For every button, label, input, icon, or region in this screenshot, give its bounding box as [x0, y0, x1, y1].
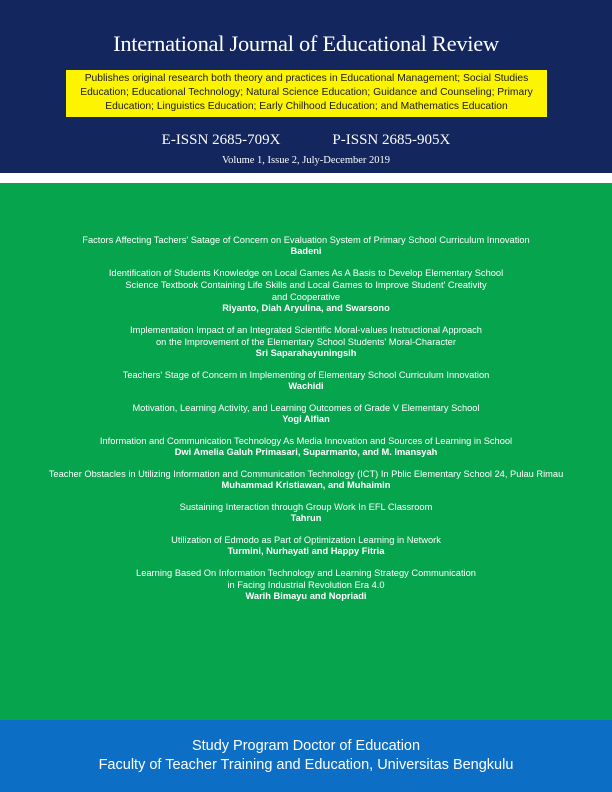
article-title-line: Identification of Students Knowledge on Local Games As A Basis to Develop Elementary School [108, 268, 504, 278]
p-issn: P-ISSN 2685-905X [332, 132, 451, 148]
article-title [0, 234, 612, 246]
article-authors: Muhammad Kristiawan, and Muhaimin [221, 480, 391, 490]
article-authors: Badeni [290, 246, 322, 256]
article-title-line: Sustaining Interaction through Group Work In EFL Classroom [179, 502, 433, 512]
article-title-line: Science Textbook Containing Life Skills and Local Games to Improve Student' Creativity [125, 280, 487, 290]
article-title-line: Teacher Obstacles in Utilizing Information and Communication Technology (ICT) In Pblic Elementary School 24, Pulau Rimau [48, 469, 564, 479]
article-title [0, 501, 612, 513]
article-authors: Dwi Amelia Galuh Primasari, Suparmanto, and M. Imansyah [174, 447, 438, 457]
article-title [0, 267, 612, 303]
article-authors: Riyanto, Diah Aryulina, and Swarsono [222, 303, 390, 313]
article-title [0, 567, 612, 591]
article-authors: Tahrun [290, 513, 322, 523]
scope-box: Publishes original research both theory and practices in Educational Management; Social Studies Education; Educational Technology; Natural Science Education; Guidance and Counseling; Primary Education; Linguistics Education; Early Chilhood Education; and Mathematics Education [66, 70, 547, 117]
faculty-name: Faculty of Teacher Training and Education, Universitas Bengkulu [98, 757, 514, 773]
cover-footer [0, 720, 612, 792]
article-title-line: Learning Based On Information Technology and Learning Strategy Communication [136, 568, 476, 578]
article-entry [0, 267, 612, 314]
journal-title: International Journal of Educational Review [113, 31, 499, 56]
article-entry [0, 567, 612, 602]
article-title-line: Information and Communication Technology As Media Innovation and Sources of Learning in School [99, 436, 513, 446]
article-title-line: in Facing Industrial Revolution Era 4.0 [227, 580, 385, 590]
cover-header [0, 0, 612, 173]
issn-row [0, 132, 612, 149]
volume-info: Volume 1, Issue 2, July-December 2019 [221, 155, 391, 166]
article-entry [0, 234, 612, 257]
article-title [0, 534, 612, 546]
article-title [0, 369, 612, 381]
article-title-line: Motivation, Learning Activity, and Learning Outcomes of Grade V Elementary School [132, 403, 480, 413]
article-title [0, 324, 612, 348]
article-entry [0, 435, 612, 458]
article-title-line: Factors Affecting Tachers' Satage of Concern on Evaluation System of Primary School Curriculum Innovation [82, 235, 530, 245]
article-title-line: Utilization of Edmodo as Part of Optimization Learning in Network [171, 535, 441, 545]
article-title [0, 402, 612, 414]
article-authors: Yogi Alfian [282, 414, 330, 424]
article-entry [0, 501, 612, 524]
study-program: Study Program Doctor of Education [191, 738, 421, 754]
article-title-line: and Cooperative [271, 292, 341, 302]
article-entry [0, 534, 612, 557]
article-entry [0, 468, 612, 491]
article-title-line: Teachers' Stage of Concern in Implementing of Elementary School Curriculum Innovation [122, 370, 490, 380]
article-authors: Turmini, Nurhayati and Happy Fitria [227, 546, 385, 556]
article-title-line: on the Improvement of the Elementary School Students' Moral-Character [156, 337, 456, 347]
article-title-line: Implementation Impact of an Integrated Scientific Moral-values Instructional Approach [130, 325, 482, 335]
article-entry [0, 324, 612, 359]
article-authors: Sri Saparahayuningsih [255, 348, 357, 358]
article-entry [0, 369, 612, 392]
article-list [0, 234, 612, 612]
e-issn: E-ISSN 2685-709X [161, 132, 281, 148]
article-authors: Wachidi [288, 381, 324, 391]
article-title [0, 435, 612, 447]
article-title [0, 468, 612, 480]
article-authors: Warih Bimayu and Nopriadi [245, 591, 367, 601]
article-entry [0, 402, 612, 425]
